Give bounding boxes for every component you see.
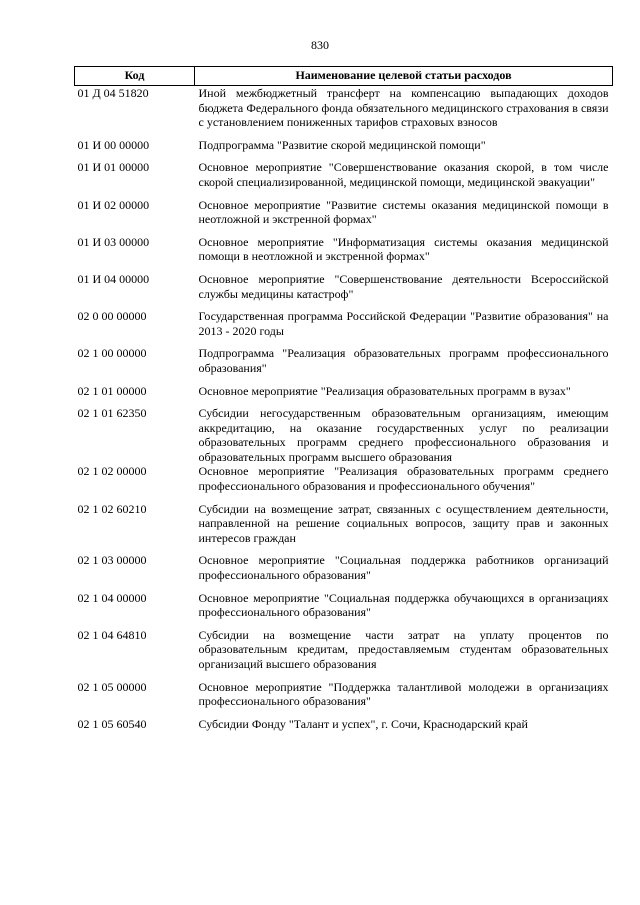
table-row bbox=[75, 384, 613, 407]
table-row bbox=[75, 346, 613, 383]
row-name: Основное мероприятие "Поддержка талантливой молодежи в организациях профессионального образования" bbox=[198, 679, 609, 709]
row-code: 02 1 01 62350 bbox=[77, 406, 147, 421]
row-code: 02 1 02 00000 bbox=[77, 464, 147, 479]
table-row bbox=[75, 406, 613, 464]
row-code: 01 И 02 00000 bbox=[77, 197, 150, 212]
row-name: Подпрограмма "Реализация образовательных программ профессионального образования" bbox=[198, 346, 609, 375]
table-header-row bbox=[75, 67, 613, 86]
table-row bbox=[75, 235, 613, 272]
table-row bbox=[75, 138, 613, 161]
row-name: Основное мероприятие "Социальная поддержка работников организаций профессионального образования" bbox=[198, 553, 609, 583]
table-row bbox=[75, 680, 613, 717]
row-code: 02 1 01 00000 bbox=[77, 383, 147, 398]
table-row bbox=[75, 309, 613, 346]
row-name: Государственная программа Российской Федерации "Развитие образования" на 2013 - 2020 годы bbox=[198, 309, 609, 338]
row-name: Основное мероприятие "Совершенствование деятельности Всероссийской службы медицины катастроф" bbox=[198, 271, 609, 301]
row-name: Иной межбюджетный трансферт на компенсацию выпадающих доходов бюджета Федерального фонда обязательного медицинского страхования в связи с установлением пониженных тарифов страховых взносов bbox=[198, 86, 609, 130]
table-row bbox=[75, 591, 613, 628]
row-name: Основное мероприятие "Информатизация системы оказания медицинской помощи в неотложной и экстренной формах" bbox=[198, 234, 609, 264]
row-code: 02 1 04 00000 bbox=[77, 590, 147, 605]
row-name: Основное мероприятие "Развитие системы оказания медицинской помощи в неотложной и экстренной формах" bbox=[198, 197, 609, 227]
row-code: 02 1 03 00000 bbox=[77, 553, 147, 568]
row-code: 02 1 05 00000 bbox=[77, 679, 147, 694]
table-row bbox=[75, 86, 613, 138]
table-body bbox=[75, 86, 613, 740]
row-name: Подпрограмма "Развитие скорой медицинской помощи" bbox=[198, 137, 486, 152]
table-row bbox=[75, 553, 613, 590]
header-code: Код bbox=[75, 67, 195, 86]
header-name: Наименование целевой статьи расходов bbox=[195, 67, 613, 86]
row-name: Субсидии Фонду "Талант и успех", г. Сочи, Краснодарский край bbox=[198, 716, 528, 731]
row-code: 02 1 04 64810 bbox=[77, 627, 147, 642]
row-code: 01 И 03 00000 bbox=[77, 234, 150, 249]
row-name: Основное мероприятие "Совершенствование оказания скорой, в том числе скорой специализированной, медицинской помощи, медицинской эвакуации" bbox=[198, 160, 609, 189]
row-code: 01 И 04 00000 bbox=[77, 271, 150, 286]
row-name: Субсидии негосударственным образовательным организациям, имеющим аккредитацию, на оказание государственных услуг по реализации образовательных программ среднего профессионального образования и образовательных программ высшего образования bbox=[198, 406, 609, 464]
table-row bbox=[75, 717, 613, 740]
budget-table bbox=[74, 66, 613, 739]
row-code: 02 1 02 60210 bbox=[77, 501, 147, 516]
table-row bbox=[75, 502, 613, 554]
row-name: Субсидии на возмещение части затрат на уплату процентов по образовательным кредитам, предоставляемым студентам образовательных организаций высшего образования bbox=[198, 627, 609, 671]
table-row bbox=[75, 464, 613, 501]
table-row bbox=[75, 198, 613, 235]
row-name: Основное мероприятие "Реализация образовательных программ в вузах" bbox=[198, 383, 571, 398]
row-code: 02 0 00 00000 bbox=[77, 309, 147, 324]
row-name: Основное мероприятие "Социальная поддержка обучающихся в организациях профессионального образования" bbox=[198, 590, 609, 620]
row-code: 01 Д 04 51820 bbox=[77, 86, 149, 100]
table-row bbox=[75, 272, 613, 309]
row-code: 02 1 05 60540 bbox=[77, 716, 147, 731]
row-name: Основное мероприятие "Реализация образовательных программ среднего профессионального образования и профессионального обучения" bbox=[198, 464, 609, 494]
row-code: 01 И 01 00000 bbox=[77, 160, 150, 175]
table-row bbox=[75, 628, 613, 680]
row-code: 01 И 00 00000 bbox=[77, 137, 150, 152]
row-name: Субсидии на возмещение затрат, связанных с осуществлением деятельности, направленной на решение социальных вопросов, защиту прав и законных интересов граждан bbox=[198, 501, 609, 545]
row-code: 02 1 00 00000 bbox=[77, 346, 147, 361]
table-row bbox=[75, 160, 613, 197]
page-number: 830 bbox=[311, 38, 329, 52]
